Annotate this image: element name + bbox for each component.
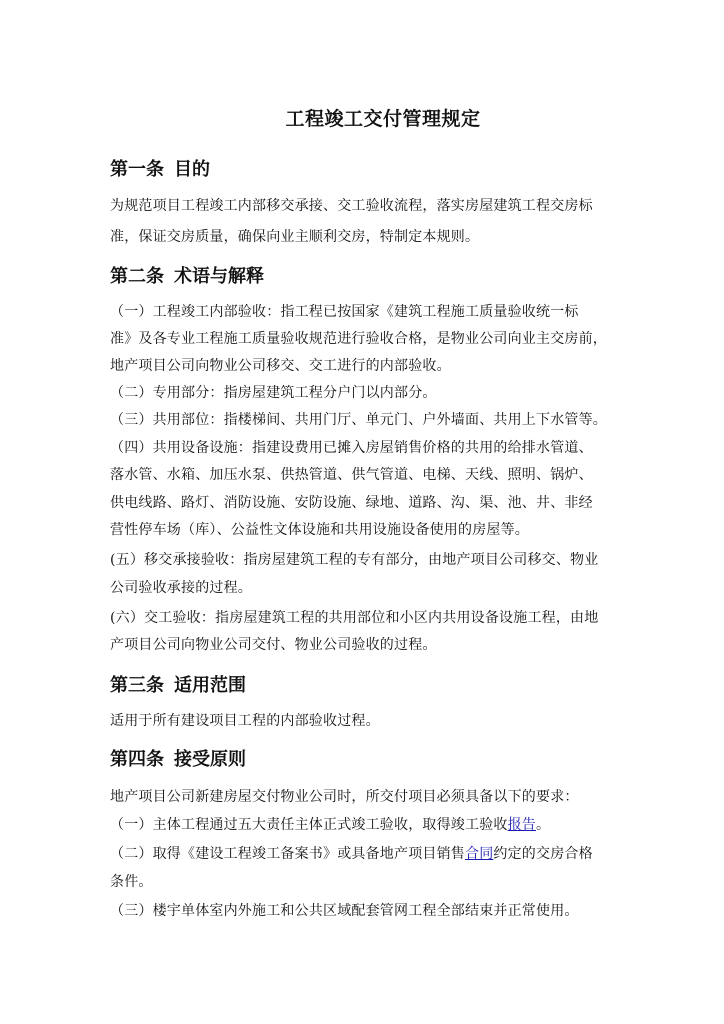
- paragraph-line: 产项目公司向物业公司交付、物业公司验收的过程。: [110, 637, 437, 653]
- article-4-title: 接受原则: [174, 749, 246, 770]
- line-text: 。: [536, 817, 551, 833]
- article-3-number: 第三条: [110, 675, 164, 696]
- paragraph-line: 为规范项目工程竣工内部移交承接、交工验收流程，落实房屋建筑工程交房标: [110, 198, 593, 214]
- paragraph-line: （三）共用部位：指楼梯间、共用门厅、单元门、户外墙面、共用上下水管等。: [110, 412, 607, 428]
- article-2-title: 术语与解释: [174, 266, 264, 287]
- paragraph-line: 公司验收承接的过程。: [110, 580, 252, 596]
- paragraph-line: 落水管、水箱、加压水泵、供热管道、供气管道、电梯、天线、照明、锅炉、: [110, 467, 593, 483]
- report-link[interactable]: 报告: [507, 817, 537, 833]
- line-text: （一）主体工程通过五大责任主体正式竣工验收，取得竣工验收: [110, 817, 508, 833]
- paragraph-line: （一）工程竣工内部验收：指工程已按国家《建筑工程施工质量验收统一标: [110, 304, 579, 320]
- article-1-number: 第一条: [110, 159, 164, 180]
- paragraph-line: 地产项目公司向物业公司移交、交工进行的内部验收。: [110, 358, 451, 374]
- article-1-heading: [110, 155, 210, 181]
- article-1-title: 目的: [174, 159, 210, 180]
- line-text: 约定的交房合格: [493, 846, 593, 862]
- article-2-number: 第二条: [110, 266, 164, 287]
- paragraph-line: 适用于所有建设项目工程的内部验收过程。: [110, 713, 380, 729]
- paragraph-line: （四）共用设备设施：指建设费用已摊入房屋销售价格的共用的给排水管道、: [110, 440, 593, 456]
- article-2-heading: [110, 262, 264, 288]
- paragraph-line: 营性停车场（库）、公益性文体设施和共用设施设备使用的房屋等。: [110, 522, 529, 538]
- paragraph-line-with-link: [110, 814, 550, 834]
- article-3-title: 适用范围: [174, 675, 246, 696]
- line-text: （二）取得《建设工程竣工备案书》或具备地产项目销售: [110, 846, 465, 862]
- article-3-heading: [110, 671, 246, 697]
- paragraph-line: 地产项目公司新建房屋交付物业公司时，所交付项目必须具备以下的要求：: [110, 789, 579, 805]
- paragraph-line: (六）交工验收：指房屋建筑工程的共用部位和小区内共用设备设施工程，由地: [110, 610, 599, 626]
- article-4-number: 第四条: [110, 749, 164, 770]
- paragraph-line: （三）楼宇单体室内外施工和公共区域配套管网工程全部结束并正常使用。: [110, 903, 579, 919]
- paragraph-line: 准》及各专业工程施工质量验收规范进行验收合格，是物业公司向业主交房前，: [110, 331, 607, 347]
- paragraph-line: 条件。: [110, 874, 153, 890]
- paragraph-line: 供电线路、路灯、消防设施、安防设施、绿地、道路、沟、渠、池、井、非经: [110, 495, 593, 511]
- document-title: 工程竣工交付管理规定: [285, 108, 481, 130]
- paragraph-line-with-link: [110, 843, 593, 863]
- article-4-heading: [110, 745, 246, 771]
- paragraph-line: （二）专用部分：指房屋建筑工程分户门以内部分。: [110, 385, 437, 401]
- paragraph-line: (五）移交承接验收：指房屋建筑工程的专有部分，由地产项目公司移交、物业: [110, 552, 599, 568]
- contract-link[interactable]: 合同: [465, 846, 494, 862]
- paragraph-line: 准，保证交房质量，确保向业主顺利交房，特制定本规则。: [110, 229, 480, 245]
